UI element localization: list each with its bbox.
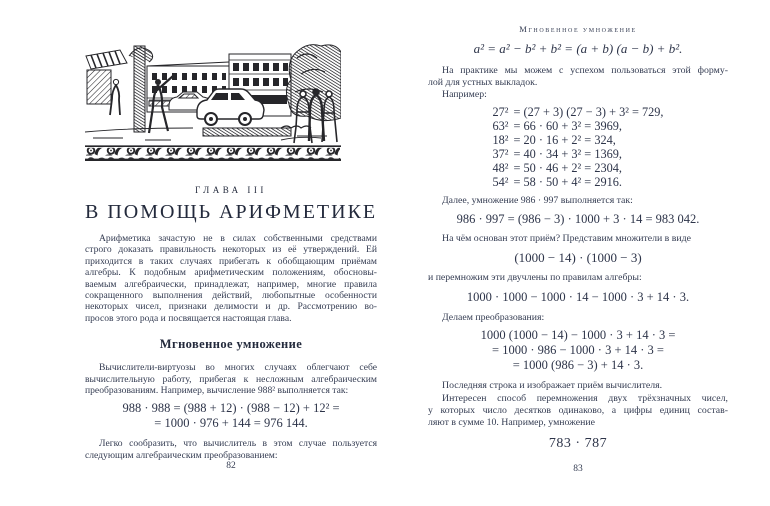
right-page: [428, 24, 728, 451]
equation-lhs: 48²: [492, 160, 509, 175]
further-paragraph: [428, 195, 728, 207]
multiply-paragraph: [428, 272, 728, 284]
ornament-border: [85, 145, 341, 161]
text-line: Арифметика зачастую не в силах собственными средствами: [99, 233, 377, 244]
text-line: Последняя строка и изображает приём вычислителя.: [442, 380, 663, 392]
intro-paragraph: [85, 233, 377, 324]
conclusion-paragraph: [428, 380, 728, 429]
text-line: ваемым алгебраически, принадлежат, например, многие правила: [85, 278, 377, 290]
page-number-82: 82: [226, 461, 236, 471]
text-line: Например:: [442, 89, 487, 101]
text-line: просов этого рода и посвящается настоящая глава.: [85, 312, 292, 324]
formula-line: = 1000 · 986 − 1000 · 3 + 14 · 3 =: [492, 343, 664, 358]
practice-paragraph: [428, 65, 728, 102]
text-line: и перемножим эти двучлены по правилам алгебры:: [428, 272, 642, 284]
page-number-83: 83: [573, 464, 583, 474]
equation-lhs: 63²: [492, 118, 509, 133]
text-line: алгебры. К подобным арифметическим положениям, обосновы-: [85, 267, 377, 279]
virtuosos-paragraph: [85, 362, 377, 396]
street-scene-illustration: [85, 40, 341, 144]
formula-expanded: 1000 · 1000 − 1000 · 14 − 1000 · 3 + 14 · 3.: [466, 290, 690, 305]
formula-783: 783 · 787: [548, 436, 608, 452]
equation-lhs: 37²: [492, 146, 509, 161]
transform-intro-paragraph: [428, 312, 728, 324]
text-line: ляют в сумме 10. Например, умножение: [428, 417, 595, 429]
equation-lhs: 54²: [492, 174, 509, 189]
equation-lhs: 27²: [492, 104, 509, 119]
equation-rhs: = 20 · 16 + 2² = 324,: [513, 132, 616, 147]
text-line: На чём основан этот приём? Представим множители в виде: [442, 232, 691, 244]
easy-paragraph: [85, 438, 377, 461]
formula-transform: [428, 328, 728, 373]
text-line: Легко сообразить, что вычислитель в этом случае пользуется: [99, 438, 377, 450]
chapter-label: ГЛАВА III: [195, 185, 267, 195]
equation-rhs: = (27 + 3) (27 − 3) + 3² = 729,: [513, 104, 664, 119]
squares-examples: [428, 105, 728, 189]
text-line: вычислительную работу, прибегая к несложным алгебраическим: [85, 373, 377, 385]
formula-factors: (1000 − 14) · (1000 − 3): [514, 250, 642, 266]
text-line: преобразованиям. Например, вычисление 988² выполняется так:: [85, 385, 349, 397]
formula-identity: a² = a² − b² + b² = (a + b) (a − b) + b².: [473, 41, 683, 56]
running-head: Мгновенное умножение: [519, 24, 637, 34]
text-line: у которых число десятков одинаково, а цифры единиц состав-: [428, 404, 728, 416]
equation-rhs: = 50 · 46 + 2² = 2304,: [513, 160, 622, 175]
text-line: сокращенного выполнения действий, любопытные особенности: [85, 290, 377, 302]
text-line: Вычислители-виртуозы во многих случаях облегчают себе: [99, 362, 377, 374]
formula-988: [85, 401, 377, 431]
text-line: следующим алгебраическим преобразованием:: [85, 449, 278, 461]
formula-986: 986 · 997 = (986 − 3) · 1000 + 3 · 14 = 983 042.: [456, 211, 700, 226]
formula-line: = 1000 · 976 + 144 = 976 144.: [154, 416, 308, 431]
text-line: лой для устных выкладок.: [428, 77, 538, 89]
section-heading: Мгновенное умножение: [159, 337, 303, 352]
formula-line: 1000 (1000 − 14) − 1000 · 3 + 14 · 3 =: [480, 328, 676, 343]
text-line: Делаем преобразования:: [442, 312, 545, 324]
text-line: строго доказать правильность некоторых из её утверждений. Ей: [85, 244, 377, 256]
text-line: Интересен способ перемножения двух трёхзначных чисел,: [442, 392, 728, 404]
equation-rhs: = 40 · 34 + 3² = 1369,: [513, 146, 622, 161]
text-line: Далее, умножение 986 · 997 выполняется так:: [442, 194, 633, 206]
text-line: приходится в таких случаях прибегать к обобщающим приёмам: [85, 255, 377, 267]
equation-rhs: = 66 · 60 + 3² = 3969,: [513, 118, 622, 133]
formula-line: 988 · 988 = (988 + 12) · (988 − 12) + 12² =: [122, 401, 340, 416]
formula-line: = 1000 (986 − 3) + 14 · 3.: [512, 358, 644, 373]
based-on-paragraph: [428, 233, 728, 245]
equation-rhs: = 58 · 50 + 4² = 2916.: [513, 174, 622, 189]
text-line: некоторых чисел, признаки делимости и др. Рассмотрению во-: [85, 301, 377, 313]
text-line: На практике мы можем с успехом пользоваться этой форму-: [442, 65, 728, 76]
equation-lhs: 18²: [492, 132, 509, 147]
chapter-title: В ПОМОЩЬ АРИФМЕТИКЕ: [85, 201, 378, 223]
left-page: [85, 40, 377, 461]
